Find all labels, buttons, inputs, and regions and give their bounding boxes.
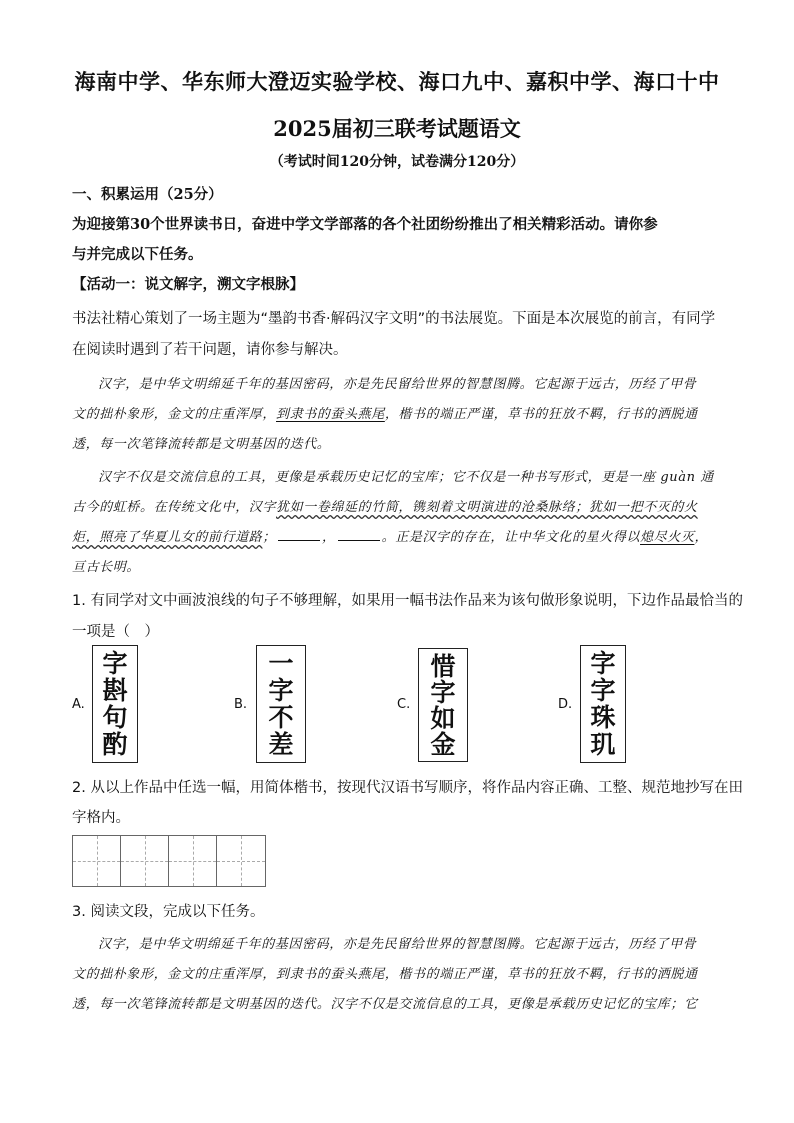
q1-text-line1: 1. 有同学对文中画波浪线的句子不够理解，如果用一幅书法作品来为该句做形象说明，下边作品最恰当的 (72, 593, 743, 609)
passage-p2-line1: 汉字不仅是交流信息的工具，更像是承载历史记忆的宝库；它不仅是一种书写形式，更是一座 guàn 通 (98, 470, 714, 485)
option-b-calligraphy[interactable] (256, 645, 306, 763)
calligraphy-char: 一 (268, 649, 294, 678)
passage-p2-line4: 亘古长明。 (72, 560, 141, 575)
calligraphy-char: 不 (268, 703, 294, 732)
passage-text: 。正是汉字的存在，让中华文化的星火得以 (381, 530, 641, 545)
option-a-label[interactable]: A. (72, 697, 85, 712)
calligraphy-char: 玑 (590, 730, 616, 759)
passage-p1-line2 (72, 403, 724, 422)
fill-blank[interactable] (338, 539, 380, 541)
passage-p2-line2 (72, 496, 724, 515)
calligraphy-char: 珠 (590, 703, 616, 732)
passage-p2-line3 (72, 526, 724, 545)
calligraphy-char: 字 (268, 676, 294, 705)
passage-text: 文的拙朴象形，金文的庄重浑厚， (72, 407, 277, 422)
exam-subtitle: （考试时间120分钟，试卷满分120分） (269, 154, 525, 170)
option-b-label[interactable]: B. (234, 697, 248, 712)
tianzige-cell[interactable] (121, 836, 169, 886)
calligraphy-char: 字 (102, 649, 128, 678)
calligraphy-char: 如 (430, 703, 456, 733)
section-intro-line1: 为迎接第30个世界读书日，奋进中学文学部落的各个社团纷纷推出了相关精彩活动。请你参 (72, 216, 658, 233)
tianzige-cell[interactable] (217, 836, 265, 886)
option-d-label[interactable]: D. (558, 697, 573, 712)
passage-p1-line3: 透，每一次笔锋流转都是文明基因的迭代。 (72, 437, 331, 452)
wavy-underlined-sentence: 犹如一卷绵延的竹简，镌刻着文明演进的沧桑脉络；犹如一把不灭的火 (276, 500, 698, 515)
q3-passage-line2: 文的拙朴象形，金文的庄重浑厚，到隶书的蚕头燕尾，楷书的端正严谨，草书的狂放不羁，行书的洒脱通 (72, 967, 698, 982)
option-c-calligraphy[interactable] (418, 648, 468, 762)
q3-passage-line1: 汉字，是中华文明绵延千年的基因密码，亦是先民留给世界的智慧图腾。它起源于远古，历经了甲骨 (98, 937, 697, 952)
calligraphy-char: 句 (102, 703, 128, 732)
calligraphy-char: 酌 (102, 730, 128, 759)
q1-text-line2: 一项是（ ） (72, 624, 159, 640)
passage-text: ， (322, 530, 336, 545)
section-intro-line2: 与并完成以下任务。 (72, 246, 203, 263)
option-c-label[interactable]: C. (397, 697, 411, 712)
wavy-underlined-sentence: 炬，照亮了华夏儿女的前行道路 (72, 530, 263, 545)
calligraphy-char: 惜 (430, 651, 456, 681)
option-d-calligraphy[interactable] (580, 645, 626, 763)
passage-text: ，楷书的端正严谨，草书的狂放不羁，行书的洒脱通 (384, 407, 698, 422)
calligraphy-char: 差 (268, 730, 294, 759)
q2-text-line1: 2. 从以上作品中任选一幅，用简体楷书，按现代汉语书写顺序，将作品内容正确、工整、规范地抄写在田 (72, 780, 743, 796)
exam-title-schools: 海南中学、华东师大澄迈实验学校、海口九中、嘉积中学、海口十中 (74, 69, 720, 94)
passage-text: ； (262, 530, 277, 545)
q3-text-line1: 3. 阅读文段，完成以下任务。 (72, 904, 265, 920)
passage-text: 古今的虹桥。在传统文化中，汉字 (72, 500, 277, 515)
activity-desc-line2: 在阅读时遇到了若干问题，请你参与解决。 (72, 342, 348, 358)
tianzige-cell[interactable] (73, 836, 121, 886)
calligraphy-char: 字 (430, 677, 456, 707)
underlined-phrase: 熄尽火灭 (640, 530, 695, 545)
tianzige-cell[interactable] (169, 836, 217, 886)
calligraphy-char: 金 (430, 729, 456, 759)
exam-title-subject: 2025届初三联考试题语文 (273, 116, 521, 141)
tianzige-grid (72, 835, 266, 887)
activity-title: 【活动一：说文解字，溯文字根脉】 (72, 276, 304, 293)
passage-p1-line1: 汉字，是中华文明绵延千年的基因密码，亦是先民留给世界的智慧图腾。它起源于远古，历经了甲骨 (98, 377, 697, 392)
calligraphy-char: 字 (590, 649, 616, 678)
passage-text: ， (694, 530, 709, 545)
option-a-calligraphy[interactable] (92, 645, 138, 763)
q3-passage-line3: 透，每一次笔锋流转都是文明基因的迭代。汉字不仅是交流信息的工具，更像是承载历史记忆的宝库；它 (72, 997, 698, 1012)
calligraphy-char: 斟 (102, 676, 128, 705)
calligraphy-char: 字 (590, 676, 616, 705)
activity-desc-line1: 书法社精心策划了一场主题为“墨韵书香·解码汉字文明”的书法展览。下面是本次展览的前言，有同学 (72, 311, 716, 327)
q2-text-line2: 字格内。 (72, 810, 130, 826)
section-heading: 一、积累运用（25分） (72, 186, 223, 203)
underlined-phrase: 到隶书的蚕头燕尾 (276, 407, 385, 422)
fill-blank[interactable] (278, 539, 320, 541)
